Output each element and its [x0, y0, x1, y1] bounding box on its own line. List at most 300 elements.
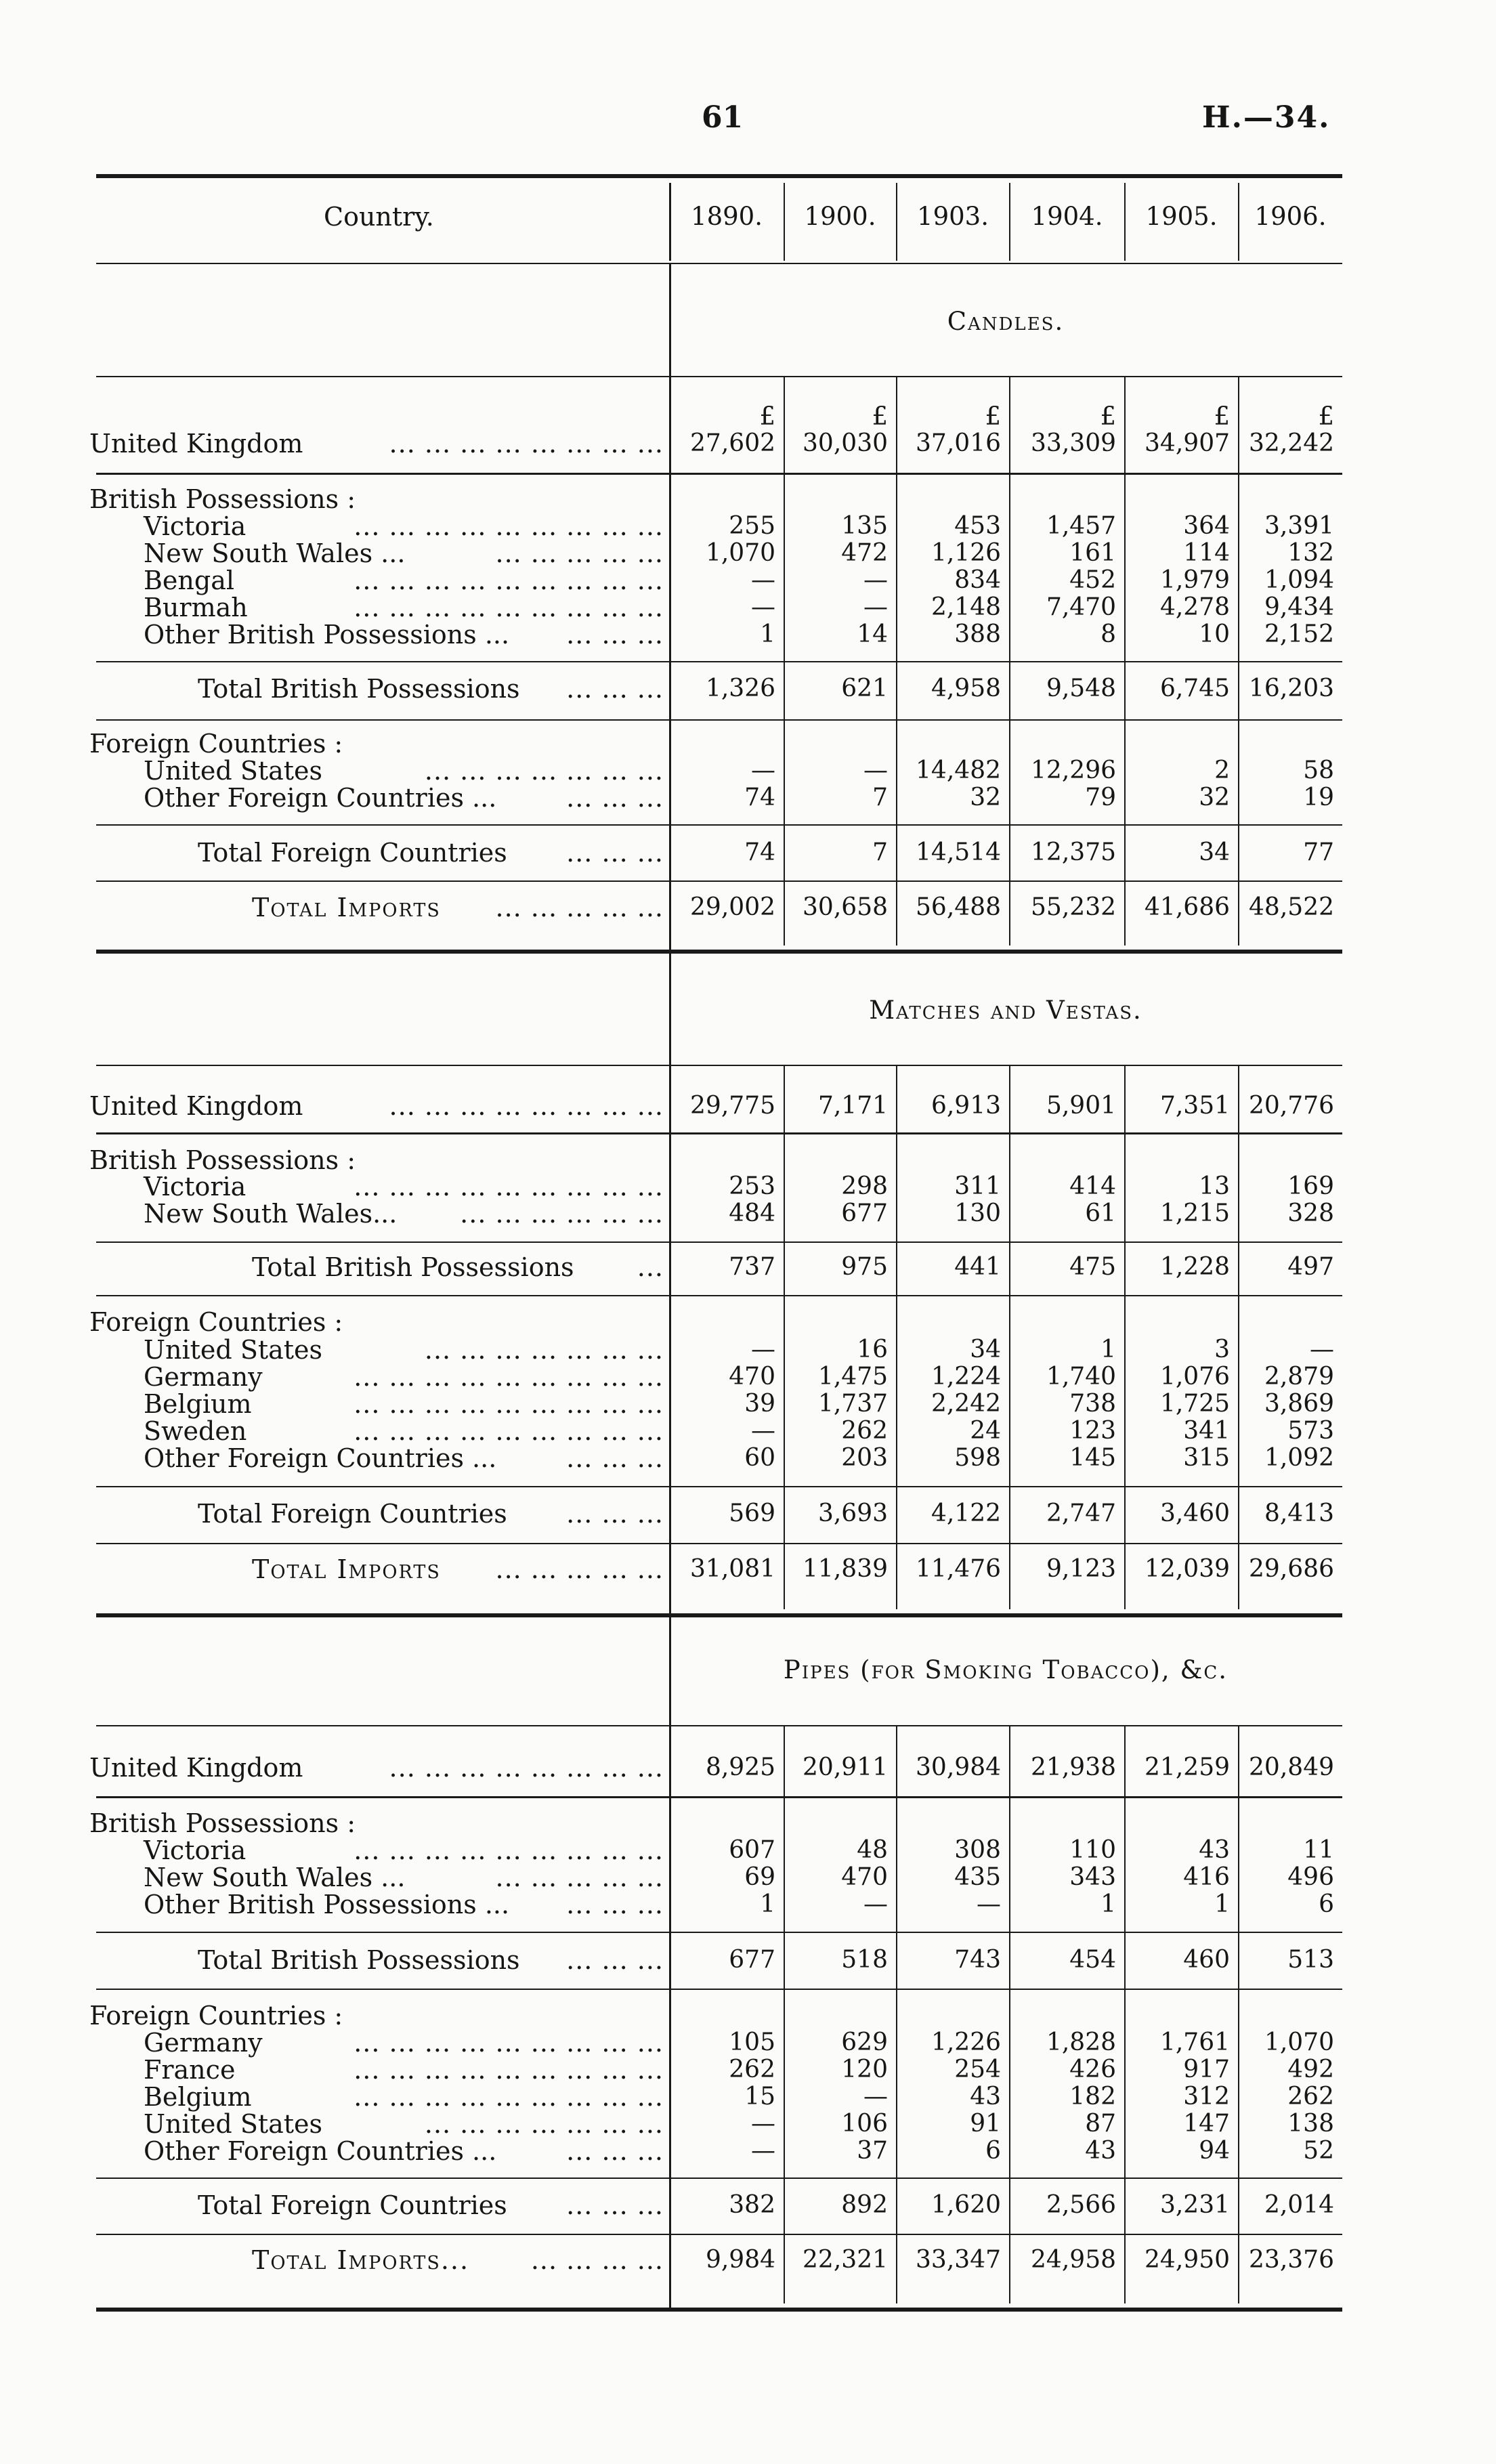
- matches-foreign-0: United States: [144, 1335, 323, 1365]
- pipes-foreign-1-3: 254: [954, 2056, 1001, 2083]
- pipes-total-british-5: 460: [1183, 1946, 1230, 1974]
- matches-total-british-6: 497: [1287, 1253, 1334, 1281]
- pipes-foreign-3-1: —: [751, 2110, 775, 2138]
- candles-total-foreign: Total Foreign Countries: [198, 838, 507, 868]
- matches-british-0-1: 253: [729, 1172, 775, 1200]
- pipes-foreign-heading: Foreign Countries :: [89, 2001, 343, 2031]
- pipes-foreign-0-5: 1,761: [1159, 2028, 1230, 2056]
- pipes-foreign-0-3: 1,226: [931, 2028, 1001, 2056]
- matches-total-foreign-5: 3,460: [1159, 1500, 1230, 1527]
- matches-united-kingdom-5: 7,351: [1159, 1092, 1230, 1120]
- candles-british-3-2: —: [863, 593, 888, 621]
- column-rule: [1238, 1065, 1239, 1609]
- column-header-country: Country.: [324, 202, 434, 232]
- column-rule: [669, 954, 671, 1613]
- column-rule: [1124, 1725, 1126, 2303]
- candles-foreign-0: United States: [144, 756, 323, 786]
- matches-british-1-3: 130: [954, 1199, 1001, 1227]
- candles-british-1-4: 161: [1069, 539, 1116, 567]
- matches-foreign-4-4: 145: [1069, 1444, 1116, 1472]
- matches-total-imports-1: 31,081: [690, 1555, 775, 1583]
- candles-currency-3: £: [985, 402, 1001, 431]
- candles-foreign-1-4: 79: [1085, 784, 1116, 811]
- matches-total-british-1: 737: [729, 1253, 775, 1281]
- pipes-total-british-2: 518: [841, 1946, 888, 1974]
- matches-bottom-rule: [96, 1613, 1342, 1617]
- matches-foreign-2-1: 39: [744, 1390, 775, 1418]
- leader-dots: ... ... ...: [566, 1443, 664, 1473]
- pipes-foreign-2: Belgium: [144, 2082, 252, 2112]
- candles-foreign-0-6: 58: [1303, 757, 1334, 784]
- pipes-title: Pipes (for Smoking Tobacco), &c.: [783, 1655, 1228, 1684]
- matches-total-british-4: 475: [1069, 1253, 1116, 1281]
- pipes-foreign-4: Other Foreign Countries ...: [144, 2136, 497, 2166]
- matches-british-1-6: 328: [1287, 1199, 1334, 1227]
- candles-british-2-2: —: [863, 566, 888, 594]
- leader-dots: ... ... ...: [566, 2136, 664, 2166]
- matches-foreign-0-2: 16: [857, 1336, 888, 1363]
- candles-foreign-0-3: 14,482: [916, 757, 1001, 784]
- candles-british-2-1: —: [751, 566, 775, 594]
- header-rule: [96, 263, 1342, 264]
- candles-total-british-3: 4,958: [931, 675, 1001, 702]
- matches-foreign-0-4: 1: [1100, 1336, 1116, 1363]
- leader-dots: ... ... ... ... ...: [495, 893, 664, 922]
- candles-title-rule: [96, 376, 1342, 377]
- column-header-1905: 1905.: [1145, 202, 1218, 231]
- candles-total-imports-5: 41,686: [1145, 893, 1230, 921]
- candles-british-4-6: 2,152: [1264, 620, 1334, 648]
- matches-total-imports-4: 9,123: [1046, 1555, 1116, 1583]
- leader-dots: ... ... ... ... ... ... ... ... ...: [354, 2082, 664, 2112]
- column-rule: [784, 1725, 785, 2303]
- pipes-foreign-1-2: 120: [841, 2056, 888, 2083]
- column-header-1904: 1904.: [1031, 202, 1103, 231]
- matches-foreign-2-4: 738: [1069, 1390, 1116, 1418]
- candles-currency-5: £: [1214, 402, 1230, 431]
- candles-british-1-3: 1,126: [931, 539, 1001, 567]
- pipes-foreign-4-3: 6: [985, 2137, 1001, 2165]
- pipes-total-british-rule: [96, 1989, 1342, 1990]
- pipes-foreign-2-4: 182: [1069, 2083, 1116, 2110]
- candles-british-0-4: 1,457: [1046, 512, 1116, 540]
- matches-total-foreign: Total Foreign Countries: [198, 1499, 507, 1529]
- column-rule: [1238, 183, 1239, 261]
- leader-dots: ... ... ...: [566, 1890, 664, 1919]
- matches-british-0-3: 311: [954, 1172, 1001, 1200]
- candles-total-british-6: 16,203: [1249, 675, 1334, 702]
- candles-foreign-1: Other Foreign Countries ...: [144, 783, 497, 813]
- matches-total-british-rule: [96, 1295, 1342, 1296]
- pipes-united-kingdom-3: 30,984: [916, 1754, 1001, 1781]
- matches-united-kingdom: United Kingdom: [89, 1091, 303, 1121]
- column-rule: [669, 183, 671, 261]
- pipes-total-british: Total British Possessions: [198, 1945, 520, 1975]
- pipes-foreign-0-4: 1,828: [1046, 2028, 1116, 2056]
- matches-foreign-4: Other Foreign Countries ...: [144, 1443, 497, 1473]
- candles-british-0-6: 3,391: [1264, 512, 1334, 540]
- matches-total-imports-3: 11,476: [916, 1555, 1001, 1583]
- candles-british-rule: [96, 661, 1342, 662]
- column-rule: [896, 1725, 897, 2303]
- pipes-british-1-5: 416: [1183, 1863, 1230, 1891]
- column-rule: [669, 264, 671, 950]
- candles-foreign-rule: [96, 824, 1342, 826]
- candles-british-0-1: 255: [729, 512, 775, 540]
- matches-british-1-4: 61: [1085, 1199, 1116, 1227]
- matches-foreign-3-2: 262: [841, 1417, 888, 1445]
- matches-total-foreign-4: 2,747: [1046, 1500, 1116, 1527]
- pipes-british-1-6: 496: [1287, 1863, 1334, 1891]
- pipes-foreign-3: United States: [144, 2109, 323, 2139]
- matches-total-foreign-3: 4,122: [931, 1500, 1001, 1527]
- pipes-foreign-rule: [96, 2178, 1342, 2179]
- pipes-foreign-4-6: 52: [1303, 2137, 1334, 2165]
- candles-british-3-4: 7,470: [1046, 593, 1116, 621]
- matches-united-kingdom-1: 29,775: [690, 1092, 775, 1120]
- pipes-united-kingdom-1: 8,925: [705, 1754, 775, 1781]
- pipes-uk-rule: [96, 1796, 1342, 1798]
- column-rule: [1009, 183, 1010, 261]
- leader-dots: ... ... ... ... ...: [495, 1554, 664, 1584]
- pipes-foreign-3-5: 147: [1183, 2110, 1230, 2138]
- matches-foreign-1-2: 1,475: [817, 1363, 888, 1390]
- candles-united-kingdom-6: 32,242: [1249, 429, 1334, 457]
- candles-title: Candles.: [947, 307, 1065, 336]
- pipes-foreign-2-1: 15: [744, 2083, 775, 2110]
- matches-foreign-2-3: 2,242: [931, 1390, 1001, 1418]
- pipes-british-1-2: 470: [841, 1863, 888, 1891]
- matches-british-heading: British Possessions :: [89, 1145, 356, 1175]
- pipes-bottom-rule: [96, 2308, 1342, 2312]
- candles-foreign-1-1: 74: [744, 784, 775, 811]
- matches-foreign-3: Sweden: [144, 1416, 247, 1446]
- pipes-foreign-4-1: —: [751, 2137, 775, 2165]
- pipes-total-foreign-1: 382: [729, 2191, 775, 2219]
- pipes-total-foreign-rule: [96, 2234, 1342, 2235]
- matches-total-foreign-6: 8,413: [1264, 1500, 1334, 1527]
- pipes-british-0-5: 43: [1199, 1836, 1230, 1864]
- candles-british-heading: British Possessions :: [89, 484, 356, 514]
- pipes-british-0-1: 607: [729, 1836, 775, 1864]
- matches-united-kingdom-4: 5,901: [1046, 1092, 1116, 1120]
- candles-british-4-3: 388: [954, 620, 1001, 648]
- pipes-total-british-6: 513: [1287, 1946, 1334, 1974]
- candles-total-british-2: 621: [841, 675, 888, 702]
- pipes-title-rule: [96, 1725, 1342, 1726]
- leader-dots: ... ... ... ... ... ... ... ... ...: [354, 511, 664, 541]
- pipes-foreign-2-6: 262: [1287, 2083, 1334, 2110]
- candles-total-imports-4: 55,232: [1031, 893, 1116, 921]
- pipes-british-heading: British Possessions :: [89, 1808, 356, 1838]
- candles-united-kingdom: United Kingdom: [89, 429, 303, 459]
- column-header-1906: 1906.: [1254, 202, 1327, 231]
- column-rule: [1124, 1065, 1126, 1609]
- matches-title: Matches and Vestas.: [869, 996, 1142, 1025]
- pipes-foreign-2-5: 312: [1183, 2083, 1230, 2110]
- matches-foreign-0-5: 3: [1214, 1336, 1230, 1363]
- leader-dots: ...: [637, 1252, 664, 1282]
- matches-title-rule: [96, 1065, 1342, 1066]
- matches-foreign-3-6: 573: [1287, 1417, 1334, 1445]
- page-number: 61: [702, 100, 744, 135]
- leader-dots: ... ... ...: [566, 838, 664, 868]
- column-rule: [784, 1065, 785, 1609]
- matches-total-british-5: 1,228: [1159, 1253, 1230, 1281]
- candles-british-1-5: 114: [1183, 539, 1230, 567]
- leader-dots: ... ... ...: [566, 674, 664, 704]
- leader-dots: ... ... ... ... ... ... ... ... ...: [354, 1389, 664, 1419]
- candles-bottom-rule: [96, 950, 1342, 954]
- candles-british-2-4: 452: [1069, 566, 1116, 594]
- pipes-british-2-5: 1: [1214, 1890, 1230, 1918]
- candles-british-1: New South Wales ...: [144, 538, 406, 568]
- pipes-united-kingdom-5: 21,259: [1145, 1754, 1230, 1781]
- candles-uk-rule: [96, 473, 1342, 475]
- pipes-foreign-1-1: 262: [729, 2056, 775, 2083]
- matches-foreign-rule: [96, 1486, 1342, 1487]
- pipes-british-0-2: 48: [857, 1836, 888, 1864]
- pipes-total-foreign-4: 2,566: [1046, 2191, 1116, 2219]
- matches-total-british-3: 441: [954, 1253, 1001, 1281]
- candles-total-imports: Total Imports: [252, 893, 441, 922]
- candles-british-1-1: 1,070: [705, 539, 775, 567]
- candles-united-kingdom-2: 30,030: [803, 429, 888, 457]
- candles-foreign-0-5: 2: [1214, 757, 1230, 784]
- leader-dots: ... ... ... ... ... ... ...: [424, 1335, 664, 1365]
- candles-foreign-0-2: —: [863, 757, 888, 784]
- matches-foreign-2-5: 1,725: [1159, 1390, 1230, 1418]
- pipes-total-imports-2: 22,321: [803, 2246, 888, 2274]
- candles-united-kingdom-5: 34,907: [1145, 429, 1230, 457]
- candles-british-0-5: 364: [1183, 512, 1230, 540]
- matches-british-0-5: 13: [1199, 1172, 1230, 1200]
- candles-foreign-0-4: 12,296: [1031, 757, 1116, 784]
- column-rule: [784, 183, 785, 261]
- leader-dots: ... ... ... ... ... ... ... ... ...: [354, 1835, 664, 1865]
- candles-total-british: Total British Possessions: [198, 674, 520, 704]
- candles-total-british-1: 1,326: [705, 675, 775, 702]
- candles-british-2-6: 1,094: [1264, 566, 1334, 594]
- pipes-foreign-1: France: [144, 2055, 236, 2085]
- matches-uk-rule: [96, 1132, 1342, 1134]
- matches-foreign-2: Belgium: [144, 1389, 252, 1419]
- candles-british-1-6: 132: [1287, 539, 1334, 567]
- pipes-british-2-3: —: [977, 1890, 1001, 1918]
- leader-dots: ... ... ... ... ... ... ... ... ...: [354, 593, 664, 622]
- column-rule: [669, 1617, 671, 2308]
- column-rule: [1009, 1065, 1010, 1609]
- column-rule: [1009, 1725, 1010, 2303]
- candles-british-2: Bengal: [144, 566, 235, 595]
- matches-foreign-1-6: 2,879: [1264, 1363, 1334, 1390]
- candles-foreign-0-1: —: [751, 757, 775, 784]
- candles-total-foreign-4: 12,375: [1031, 838, 1116, 866]
- candles-british-4-1: 1: [760, 620, 775, 648]
- pipes-british-2-2: —: [863, 1890, 888, 1918]
- pipes-total-imports-5: 24,950: [1145, 2246, 1230, 2274]
- candles-currency-2: £: [872, 402, 888, 431]
- candles-british-3-1: —: [751, 593, 775, 621]
- candles-foreign-1-2: 7: [872, 784, 888, 811]
- candles-british-3-3: 2,148: [931, 593, 1001, 621]
- candles-foreign-1-6: 19: [1303, 784, 1334, 811]
- candles-total-foreign-2: 7: [872, 838, 888, 866]
- pipes-united-kingdom-4: 21,938: [1031, 1754, 1116, 1781]
- candles-total-foreign-1: 74: [744, 838, 775, 866]
- leader-dots: ... ... ... ... ... ... ... ...: [389, 429, 664, 459]
- matches-british-1-1: 484: [729, 1199, 775, 1227]
- matches-foreign-4-5: 315: [1183, 1444, 1230, 1472]
- candles-british-3-5: 4,278: [1159, 593, 1230, 621]
- candles-foreign-heading: Foreign Countries :: [89, 729, 343, 759]
- candles-foreign-1-5: 32: [1199, 784, 1230, 811]
- column-rule: [896, 1065, 897, 1609]
- leader-dots: ... ... ... ... ...: [495, 538, 664, 568]
- pipes-united-kingdom-2: 20,911: [803, 1754, 888, 1781]
- candles-british-0: Victoria: [144, 511, 247, 541]
- candles-british-3-6: 9,434: [1264, 593, 1334, 621]
- pipes-british-1-4: 343: [1069, 1863, 1116, 1891]
- pipes-foreign-2-3: 43: [970, 2083, 1001, 2110]
- pipes-british-2-1: 1: [760, 1890, 775, 1918]
- candles-total-british-5: 6,745: [1159, 675, 1230, 702]
- matches-british-1-5: 1,215: [1159, 1199, 1230, 1227]
- matches-foreign-1: Germany: [144, 1362, 263, 1392]
- matches-foreign-2-6: 3,869: [1264, 1390, 1334, 1418]
- leader-dots: ... ... ... ... ... ... ...: [424, 2109, 664, 2139]
- pipes-foreign-0: Germany: [144, 2028, 263, 2058]
- pipes-british-0-3: 308: [954, 1836, 1001, 1864]
- matches-foreign-0-3: 34: [970, 1336, 1001, 1363]
- pipes-total-british-1: 677: [729, 1946, 775, 1974]
- matches-british-1: New South Wales...: [144, 1199, 398, 1229]
- matches-foreign-3-4: 123: [1069, 1417, 1116, 1445]
- pipes-british-2-4: 1: [1100, 1890, 1116, 1918]
- candles-united-kingdom-3: 37,016: [916, 429, 1001, 457]
- pipes-total-foreign-2: 892: [841, 2191, 888, 2219]
- matches-british-0-6: 169: [1287, 1172, 1334, 1200]
- column-rule: [1124, 183, 1126, 261]
- candles-total-foreign-rule: [96, 880, 1342, 882]
- leader-dots: ... ... ... ... ... ... ... ... ...: [354, 2028, 664, 2058]
- candles-british-1-2: 472: [841, 539, 888, 567]
- matches-foreign-3-3: 24: [970, 1417, 1001, 1445]
- pipes-foreign-0-1: 105: [729, 2028, 775, 2056]
- matches-foreign-3-5: 341: [1183, 1417, 1230, 1445]
- pipes-united-kingdom-6: 20,849: [1249, 1754, 1334, 1781]
- pipes-british-1-3: 435: [954, 1863, 1001, 1891]
- pipes-total-foreign-5: 3,231: [1159, 2191, 1230, 2219]
- leader-dots: ... ... ... ... ...: [495, 1863, 664, 1892]
- leader-dots: ... ... ... ... ... ... ... ... ...: [354, 1172, 664, 1202]
- matches-foreign-1-4: 1,740: [1046, 1363, 1116, 1390]
- matches-foreign-1-1: 470: [729, 1363, 775, 1390]
- candles-british-0-2: 135: [841, 512, 888, 540]
- column-rule: [896, 183, 897, 261]
- matches-british-0: Victoria: [144, 1172, 247, 1202]
- leader-dots: ... ... ... ... ... ... ... ... ...: [354, 1416, 664, 1446]
- column-header-1890: 1890.: [691, 202, 763, 231]
- candles-currency-4: £: [1100, 402, 1116, 431]
- matches-total-foreign-rule: [96, 1543, 1342, 1544]
- candles-total-imports-3: 56,488: [916, 893, 1001, 921]
- candles-foreign-1-3: 32: [970, 784, 1001, 811]
- matches-foreign-3-1: —: [751, 1417, 775, 1445]
- matches-total-imports-2: 11,839: [803, 1555, 888, 1583]
- pipes-foreign-4-5: 94: [1199, 2137, 1230, 2165]
- pipes-total-imports-6: 23,376: [1249, 2246, 1334, 2274]
- leader-dots: ... ... ... ... ... ... ... ... ...: [354, 1362, 664, 1392]
- candles-united-kingdom-1: 27,602: [690, 429, 775, 457]
- candles-british-2-5: 1,979: [1159, 566, 1230, 594]
- candles-british-4-5: 10: [1199, 620, 1230, 648]
- leader-dots: ... ... ...: [566, 783, 664, 813]
- candles-total-foreign-6: 77: [1303, 838, 1334, 866]
- matches-total-imports-5: 12,039: [1145, 1555, 1230, 1583]
- candles-total-foreign-3: 14,514: [916, 838, 1001, 866]
- column-header-1900: 1900.: [804, 202, 876, 231]
- matches-total-imports-6: 29,686: [1249, 1555, 1334, 1583]
- matches-foreign-0-6: —: [1310, 1336, 1334, 1363]
- leader-dots: ... ... ... ... ... ... ...: [424, 756, 664, 786]
- leader-dots: ... ... ...: [566, 1945, 664, 1975]
- matches-total-foreign-2: 3,693: [817, 1500, 888, 1527]
- pipes-british-0-6: 11: [1303, 1836, 1334, 1864]
- pipes-foreign-3-3: 91: [970, 2110, 1001, 2138]
- matches-british-0-4: 414: [1069, 1172, 1116, 1200]
- pipes-foreign-1-4: 426: [1069, 2056, 1116, 2083]
- leader-dots: ... ... ... ... ... ... ... ...: [389, 1091, 664, 1121]
- pipes-total-imports-1: 9,984: [705, 2246, 775, 2274]
- pipes-total-british-3: 743: [954, 1946, 1001, 1974]
- candles-total-british-rule: [96, 719, 1342, 721]
- leader-dots: ... ... ... ... ... ... ... ... ...: [354, 2055, 664, 2085]
- pipes-foreign-0-2: 629: [841, 2028, 888, 2056]
- candles-british-4-2: 14: [857, 620, 888, 648]
- matches-foreign-heading: Foreign Countries :: [89, 1307, 343, 1337]
- pipes-total-imports: Total Imports...: [252, 2245, 470, 2275]
- candles-british-4: Other British Possessions ...: [144, 620, 510, 650]
- matches-foreign-0-1: —: [751, 1336, 775, 1363]
- pipes-british-1-1: 69: [744, 1863, 775, 1891]
- matches-foreign-4-2: 203: [841, 1444, 888, 1472]
- matches-british-1-2: 677: [841, 1199, 888, 1227]
- pipes-foreign-3-6: 138: [1287, 2110, 1334, 2138]
- pipes-total-foreign-3: 1,620: [931, 2191, 1001, 2219]
- pipes-british-2: Other British Possessions ...: [144, 1890, 510, 1919]
- leader-dots: ... ... ... ...: [530, 2245, 664, 2275]
- matches-foreign-4-3: 598: [954, 1444, 1001, 1472]
- matches-foreign-4-1: 60: [744, 1444, 775, 1472]
- pipes-foreign-0-6: 1,070: [1264, 2028, 1334, 2056]
- leader-dots: ... ... ... ... ... ...: [460, 1199, 664, 1229]
- pipes-british-0: Victoria: [144, 1835, 247, 1865]
- matches-total-foreign-1: 569: [729, 1500, 775, 1527]
- pipes-british-1: New South Wales ...: [144, 1863, 406, 1892]
- candles-british-3: Burmah: [144, 593, 248, 622]
- pipes-british-rule: [96, 1932, 1342, 1933]
- candles-british-2-3: 834: [954, 566, 1001, 594]
- pipes-foreign-1-6: 492: [1287, 2056, 1334, 2083]
- leader-dots: ... ... ... ... ... ... ... ...: [389, 1753, 664, 1783]
- top-rule: [96, 174, 1342, 178]
- matches-united-kingdom-3: 6,913: [931, 1092, 1001, 1120]
- leader-dots: ... ... ... ... ... ... ... ... ...: [354, 566, 664, 595]
- column-header-1903: 1903.: [917, 202, 989, 231]
- leader-dots: ... ... ...: [566, 620, 664, 650]
- pipes-total-imports-3: 33,347: [916, 2246, 1001, 2274]
